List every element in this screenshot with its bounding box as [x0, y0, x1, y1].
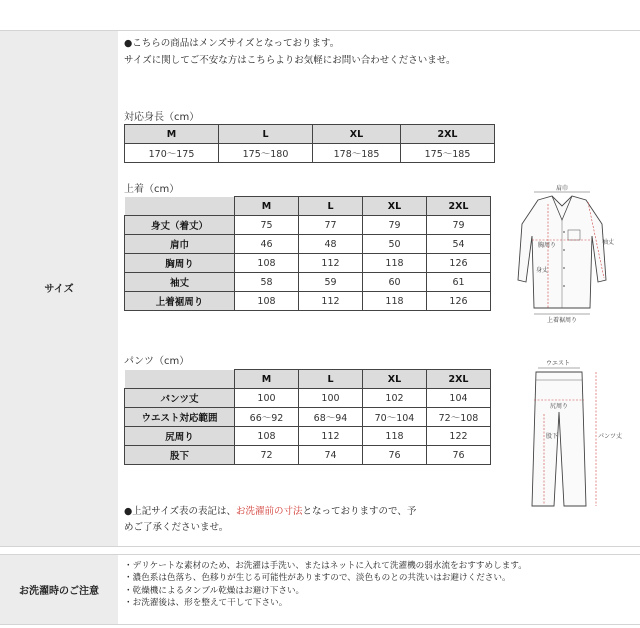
value-cell: 100	[235, 389, 299, 408]
table-row	[125, 254, 491, 273]
value-cell: 54	[427, 235, 491, 254]
size-header: XL	[363, 370, 427, 389]
waist-label: ウエスト	[545, 360, 571, 367]
washing-section-label: お洗濯時のご注意	[19, 586, 99, 597]
intro-line-1: ●こちらの商品はメンズサイズとなっております。	[124, 38, 340, 49]
value-cell: 126	[427, 254, 491, 273]
value-cell: 75	[235, 216, 299, 235]
sleeve-label: 袖丈	[602, 239, 615, 246]
size-note-line-1	[124, 503, 416, 520]
value-cell: 74	[299, 446, 363, 465]
value-cell: 118	[363, 254, 427, 273]
height-table-row	[125, 144, 495, 163]
size-header: M	[125, 125, 219, 144]
size-header: 2XL	[427, 370, 491, 389]
value-cell: 104	[427, 389, 491, 408]
height-cell: 178～185	[313, 144, 401, 163]
row-label: 胸周り	[125, 254, 235, 273]
value-cell: 48	[299, 235, 363, 254]
shoulder-label: 肩巾	[555, 185, 569, 192]
value-cell: 118	[363, 292, 427, 311]
size-header: 2XL	[427, 197, 491, 216]
value-cell: 72～108	[427, 408, 491, 427]
size-header: XL	[363, 197, 427, 216]
button	[563, 231, 565, 233]
height-table	[124, 124, 495, 163]
pants-table	[124, 369, 491, 465]
row-label: パンツ丈	[125, 389, 235, 408]
header-blank	[125, 197, 235, 216]
value-cell: 59	[299, 273, 363, 292]
value-cell: 108	[235, 292, 299, 311]
row-label: 袖丈	[125, 273, 235, 292]
value-cell: 126	[427, 292, 491, 311]
value-cell: 118	[363, 427, 427, 446]
value-cell: 122	[427, 427, 491, 446]
divider-lower	[0, 554, 640, 555]
chest-label: 胸周り	[538, 242, 557, 249]
value-cell: 61	[427, 273, 491, 292]
value-cell: 50	[363, 235, 427, 254]
row-label: ウエスト対応範囲	[125, 408, 235, 427]
button	[563, 285, 565, 287]
washing-note: ・濃色系は色落ち、色移りが生じる可能性がありますので、淡色ものとの共洗いはお避けください。	[124, 573, 511, 584]
row-label: 股下	[125, 446, 235, 465]
pants-diagram	[512, 356, 623, 512]
shirt-diagram	[508, 180, 616, 326]
height-cell: 175～180	[219, 144, 313, 163]
washing-notes	[124, 560, 527, 610]
table-row	[125, 408, 491, 427]
value-cell: 100	[299, 389, 363, 408]
value-cell: 112	[299, 427, 363, 446]
top-table-header	[125, 197, 491, 216]
value-cell: 60	[363, 273, 427, 292]
height-table-header	[125, 125, 495, 144]
washing-note: ・乾燥機によるタンブル乾燥はお避け下さい。	[124, 585, 305, 596]
value-cell: 108	[235, 254, 299, 273]
value-cell: 112	[299, 254, 363, 273]
size-header: M	[235, 197, 299, 216]
length-label: パンツ丈	[598, 433, 623, 440]
intro-line-2: サイズに関してご不安な方はこちらよりお気軽にお問い合わせくださいませ。	[124, 55, 456, 66]
size-note-highlight: お洗濯前の寸法	[236, 506, 303, 517]
value-cell: 70～104	[363, 408, 427, 427]
height-table-caption: 対応身長（cm）	[124, 112, 200, 123]
divider-bottom	[0, 624, 640, 625]
size-note-before: ●上記サイズ表の表記は、	[124, 506, 237, 517]
table-row	[125, 427, 491, 446]
button	[563, 249, 565, 251]
hem-label: 上着裾周り	[546, 317, 578, 324]
value-cell: 66～92	[235, 408, 299, 427]
value-cell: 79	[427, 216, 491, 235]
row-label: 上着裾周り	[125, 292, 235, 311]
top-table	[124, 196, 491, 311]
divider-top	[0, 30, 640, 31]
value-cell: 68～94	[299, 408, 363, 427]
height-cell: 170～175	[125, 144, 219, 163]
value-cell: 76	[427, 446, 491, 465]
size-header: XL	[313, 125, 401, 144]
table-row	[125, 389, 491, 408]
value-cell: 77	[299, 216, 363, 235]
inseam-label: 股下	[546, 433, 559, 440]
value-cell: 76	[363, 446, 427, 465]
size-header: M	[235, 370, 299, 389]
pants-table-caption: パンツ（cm）	[124, 356, 190, 367]
table-row	[125, 216, 491, 235]
table-row	[125, 273, 491, 292]
value-cell: 102	[363, 389, 427, 408]
row-label: 尻周り	[125, 427, 235, 446]
size-note-after: となっておりますので、予	[302, 506, 417, 517]
top-table-caption: 上着（cm）	[124, 184, 180, 195]
size-header: L	[299, 197, 363, 216]
header-blank	[125, 370, 235, 389]
washing-note: ・お洗濯後は、形を整えて干して下さい。	[124, 598, 288, 609]
value-cell: 108	[235, 427, 299, 446]
pants-table-header	[125, 370, 491, 389]
divider-middle	[0, 546, 640, 547]
row-label: 肩巾	[125, 235, 235, 254]
size-section-label: サイズ	[44, 284, 74, 295]
value-cell: 46	[235, 235, 299, 254]
value-cell: 79	[363, 216, 427, 235]
pants-outline	[532, 372, 586, 506]
table-row	[125, 292, 491, 311]
row-label: 身丈（着丈）	[125, 216, 235, 235]
size-header: L	[219, 125, 313, 144]
size-header: L	[299, 370, 363, 389]
value-cell: 112	[299, 292, 363, 311]
size-note-line-2: めご了承くださいませ。	[124, 522, 229, 533]
size-header: 2XL	[401, 125, 495, 144]
hip-label: 尻周り	[549, 403, 569, 410]
button	[563, 267, 565, 269]
table-row	[125, 446, 491, 465]
value-cell: 72	[235, 446, 299, 465]
height-cell: 175～185	[401, 144, 495, 163]
washing-note: ・デリケートな素材のため、お洗濯は手洗い、またはネットに入れて洗濯機の弱水流をおすすめします。	[124, 561, 527, 571]
table-row	[125, 235, 491, 254]
value-cell: 58	[235, 273, 299, 292]
body-label: 身丈	[536, 267, 549, 274]
